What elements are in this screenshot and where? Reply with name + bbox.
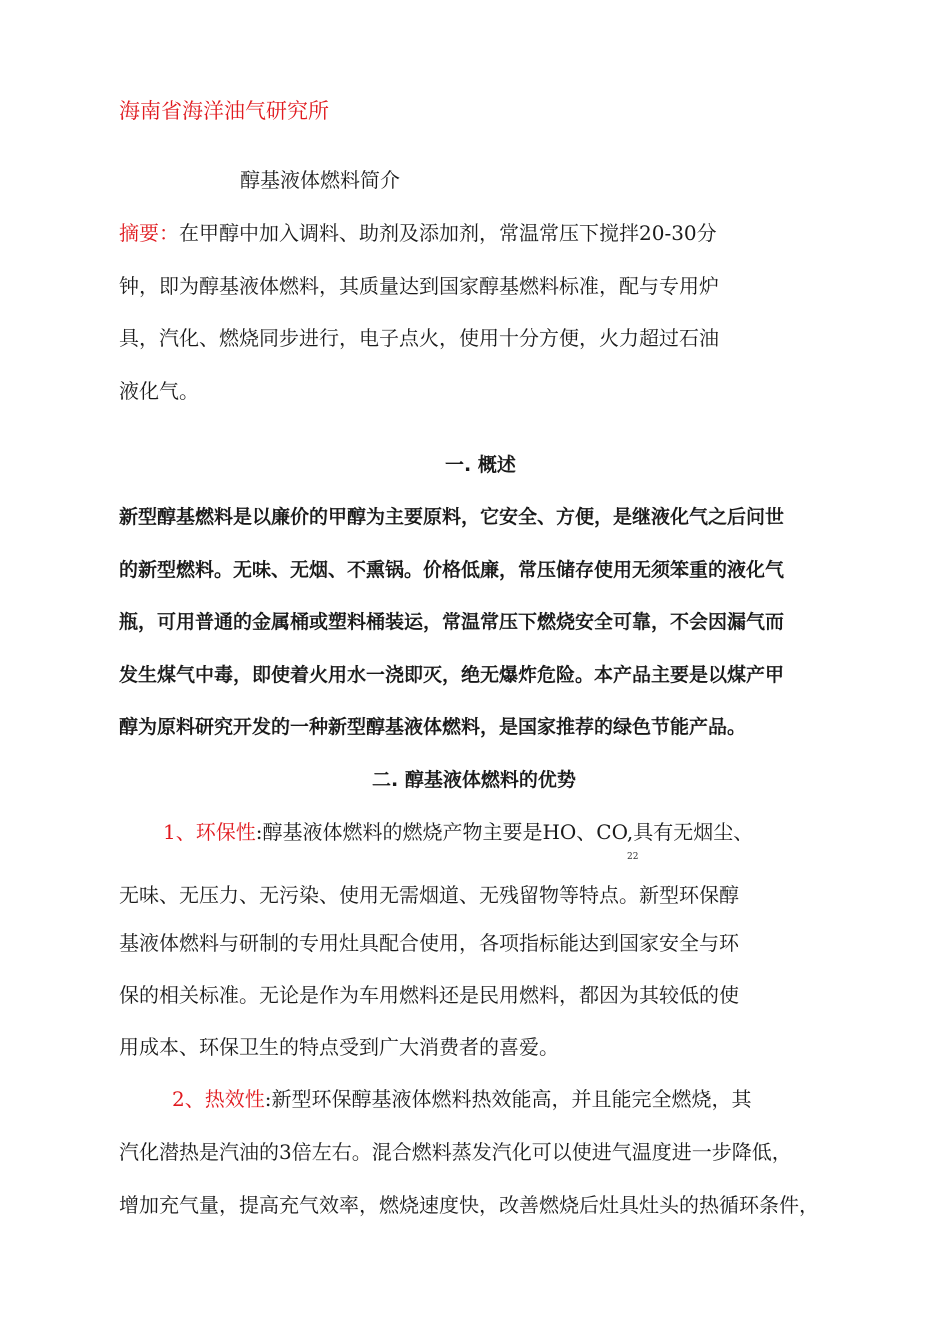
item1-text: :醇基液体燃料的燃烧产物主要是HO、CO,具有无烟尘、 — [255, 820, 754, 844]
item2-line-2: 汽化潜热是汽油的3倍左右。混合燃料蒸发汽化可以使进气温度进一步降低， — [119, 1140, 792, 1164]
item1-line-2: 无味、无压力、无污染、使用无需烟道、无残留物等特点。新型环保醇 — [119, 883, 739, 907]
item1-line-4: 保的相关标准。无论是作为车用燃料还是民用燃料，都因为其较低的使 — [119, 983, 739, 1007]
item2-text: :新型环保醇基液体燃料热效能高，并且能完全燃烧，其 — [264, 1087, 752, 1111]
item1-line-1 — [163, 818, 753, 846]
document-title: 醇基液体燃料简介 — [240, 168, 400, 192]
item2-line-1 — [172, 1085, 751, 1113]
subscript-note: 22 — [627, 852, 639, 862]
overview-line-4: 发生煤气中毒，即使着火用水一浇即灭，绝无爆炸危险。本产品主要是以煤产甲 — [119, 664, 785, 686]
section-heading-advantages: 二. 醇基液体燃料的优势 — [372, 769, 576, 791]
item1-line-3: 基液体燃料与研制的专用灶具配合使用，各项指标能达到国家安全与环 — [119, 931, 739, 955]
overview-line-5: 醇为原料研究开发的一种新型醇基液体燃料，是国家推荐的绿色节能产品。 — [119, 716, 747, 738]
abstract-text: 在甲醇中加入调料、助剂及添加剂，常温常压下搅拌20-30分 — [179, 221, 717, 245]
abstract-line-2: 钟，即为醇基液体燃料，其质量达到国家醇基燃料标准，配与专用炉 — [119, 274, 719, 298]
item1-label: 1、环保性 — [163, 820, 256, 844]
org-name: 海南省海洋油气研究所 — [119, 99, 329, 123]
section-heading-overview: 一. 概述 — [445, 454, 516, 476]
abstract-label: 摘要： — [119, 221, 179, 245]
abstract-line-1 — [119, 219, 717, 247]
item2-line-3: 增加充气量，提高充气效率，燃烧速度快，改善燃烧后灶具灶头的热循环条件， — [119, 1193, 819, 1217]
item2-label: 2、热效性 — [172, 1087, 265, 1111]
abstract-line-3: 具，汽化、燃烧同步进行，电子点火，使用十分方便，火力超过石油 — [119, 326, 719, 350]
item1-line-5: 用成本、环保卫生的特点受到广大消费者的喜爱。 — [119, 1035, 559, 1059]
abstract-line-4: 液化气。 — [119, 379, 199, 403]
overview-line-2: 的新型燃料。无味、无烟、不熏锅。价格低廉，常压储存使用无须笨重的液化气 — [119, 559, 785, 581]
overview-line-1: 新型醇基燃料是以廉价的甲醇为主要原料，它安全、方便，是继液化气之后问世 — [119, 506, 785, 528]
overview-line-3: 瓶，可用普通的金属桶或塑料桶装运，常温常压下燃烧安全可靠，不会因漏气而 — [119, 611, 785, 633]
